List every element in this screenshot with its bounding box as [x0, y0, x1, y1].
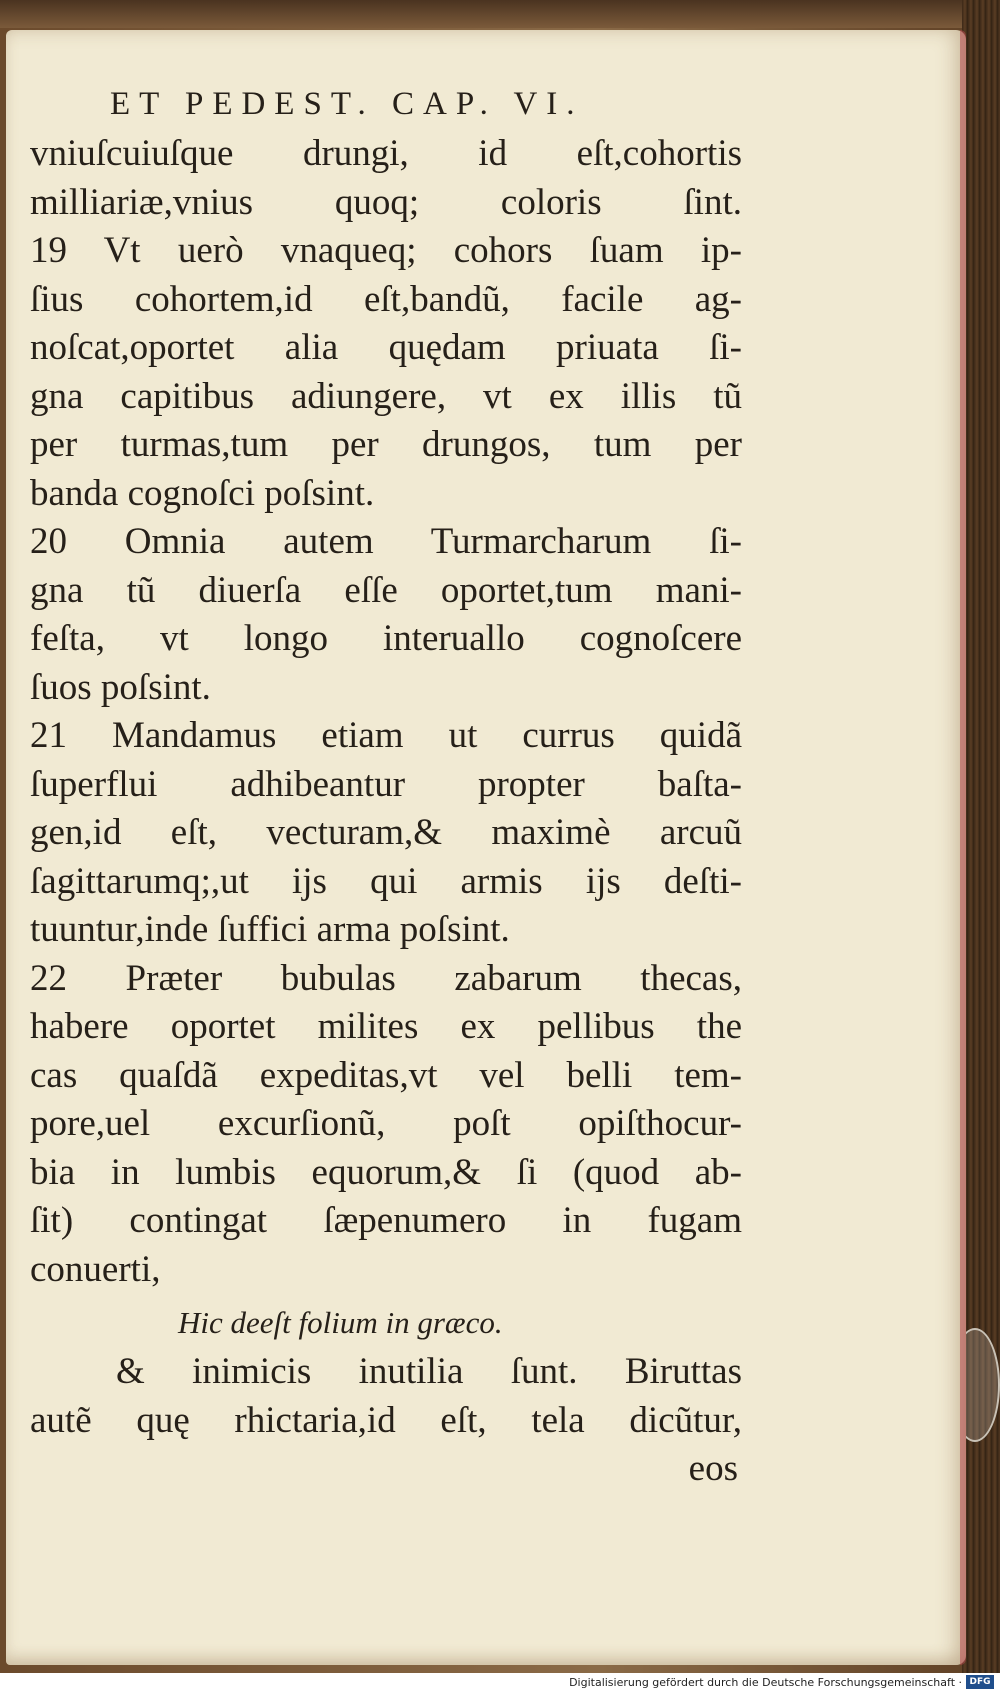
footer-credit: Digitalisierung gefördert durch die Deutsche Forschungsgemeinschaft ·	[569, 1676, 962, 1689]
text-line: ſuperflui adhibeantur propter baſta-	[30, 763, 742, 805]
book-page	[6, 30, 966, 1665]
text-line: 22 Præter bubulas zabarum thecas,	[30, 957, 742, 999]
text-line: ſuos poſsint.	[30, 666, 211, 708]
page-text	[30, 78, 742, 1494]
text-line: gen,id eſt, vecturam,& maximè arcuũ	[30, 812, 742, 853]
text-line: gna tũ diuerſa eſſe oportet,tum mani-	[30, 569, 742, 611]
running-head: ET PEDEST. CAP. VI.	[110, 86, 584, 122]
text-line: autẽ quę rhictaria,id eſt, tela dicũtur,	[30, 1399, 742, 1441]
catchword: eos	[688, 1448, 738, 1489]
text-line: cas quaſdã expeditas,vt vel belli tem-	[30, 1054, 742, 1096]
text-line: milliariæ,vnius quoq; coloris ſint.	[30, 181, 742, 223]
dfg-logo: DFG	[966, 1675, 994, 1689]
text-line: banda cognoſci poſsint.	[30, 472, 375, 514]
text-line: per turmas,tum per drungos, tum per	[30, 424, 742, 465]
margin-note: Hic deeſt folium in græco.	[178, 1305, 503, 1340]
text-line: feſta, vt longo interuallo cognoſcere	[30, 618, 742, 659]
text-line: ſit) contingat ſæpenumero in fugam	[30, 1200, 742, 1241]
text-line: vniuſcuiuſque drungi, id eſt,cohortis	[30, 133, 742, 174]
text-line: gna capitibus adiungere, vt ex illis tũ	[30, 375, 742, 417]
text-line: ſius cohortem,id eſt,bandũ, facile ag-	[30, 278, 742, 320]
text-line: & inimicis inutilia ſunt. Biruttas	[116, 1351, 742, 1392]
text-line: 20 Omnia autem Turmarcharum ſi-	[30, 521, 742, 562]
text-line: noſcat,oportet alia quędam priuata ſi-	[30, 327, 742, 368]
text-line: 19 Vt uerò vnaqueq; cohors ſuam ip-	[30, 230, 742, 271]
book-top-edge	[0, 0, 1000, 28]
text-line: 21 Mandamus etiam ut currus quidã	[30, 715, 742, 756]
text-line: tuuntur,inde ſuffici arma poſsint.	[30, 909, 510, 950]
text-line: bia in lumbis equorum,& ſi (quod ab-	[30, 1151, 742, 1193]
text-line: conuerti,	[30, 1248, 161, 1290]
text-line: ſagittarumq;,ut ijs qui armis ijs deſti-	[30, 860, 742, 902]
text-line: pore,uel excurſionũ, poſt opiſthocur-	[30, 1103, 742, 1144]
text-line: habere oportet milites ex pellibus the	[30, 1006, 742, 1047]
